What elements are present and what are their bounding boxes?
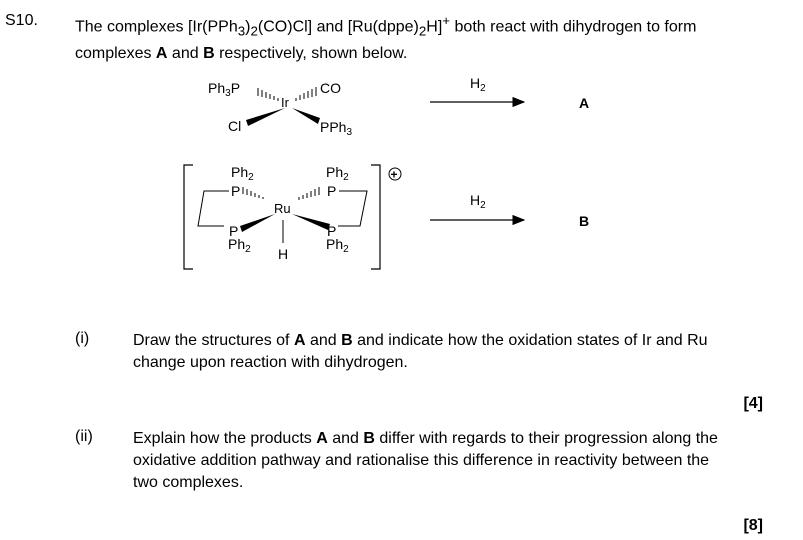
ir-hashed-bond-left bbox=[258, 88, 278, 101]
ir-complex bbox=[208, 80, 352, 138]
ir-hashed-bond-right bbox=[296, 87, 316, 101]
reagent-h2-2: $H_2$ bbox=[470, 192, 486, 211]
product-b-label: B bbox=[579, 213, 590, 229]
ir-metal: Ir bbox=[281, 95, 289, 110]
ru-metal: Ru bbox=[274, 201, 291, 216]
ir-wedge-bond-right bbox=[292, 108, 320, 124]
ru-wedge-bond-left bbox=[240, 214, 275, 232]
part-i-marks: [4] bbox=[743, 395, 763, 412]
p-bottom-left: P bbox=[229, 223, 239, 239]
part-ii-label: (ii) bbox=[75, 428, 93, 445]
ru-hashed-bond-left bbox=[243, 187, 263, 199]
ir-ligand-ph3p: $Ph_3P$ bbox=[208, 80, 241, 99]
reagent-h2-1: $H_2$ bbox=[470, 75, 486, 94]
p-top-right: P bbox=[327, 183, 337, 199]
ir-ligand-co: CO bbox=[320, 80, 341, 96]
part-i-label: (i) bbox=[75, 330, 90, 347]
hydride-h: H bbox=[278, 246, 289, 262]
part-ii-marks: [8] bbox=[743, 517, 763, 534]
part-ii-text: Explain how the products A and B differ with regards to their progression along the oxidative addition pathway and rationalise this difference in reactivity between the two complexes. bbox=[133, 430, 718, 491]
intro-line-2: complexes A and B respectively, shown below. bbox=[75, 44, 408, 62]
right-bracket bbox=[371, 165, 380, 269]
ph2-top-left: $Ph_2$ bbox=[231, 164, 254, 183]
ph2-bottom-right: $Ph_2$ bbox=[326, 236, 349, 255]
ir-ligand-cl: Cl bbox=[228, 118, 242, 134]
ru-wedge-bond-right bbox=[292, 214, 330, 230]
question-number: S10. bbox=[5, 12, 38, 29]
product-a-label: A bbox=[579, 95, 590, 111]
ru-hashed-bond-right bbox=[299, 187, 319, 200]
part-i-text: Draw the structures of A and B and indicate how the oxidation states of Ir and Ru change upon reaction with dihydrogen. bbox=[133, 332, 708, 371]
left-bracket bbox=[184, 165, 193, 269]
p-top-left: P bbox=[231, 183, 241, 199]
intro-line-1: The complexes $[Ir(PPh_3)_2(CO)Cl]$ and $[Ru(dppe)_2H]^+$ both react with dihydrogen to form bbox=[75, 13, 697, 39]
ph2-bottom-left: $Ph_2$ bbox=[228, 236, 251, 255]
ru-complex bbox=[184, 164, 401, 269]
dppe-backbone-right bbox=[338, 191, 367, 226]
dppe-backbone-left bbox=[198, 191, 229, 226]
charge-plus: + bbox=[390, 167, 398, 182]
ph2-top-right: $Ph_2$ bbox=[326, 164, 349, 183]
ir-wedge-bond-left bbox=[246, 108, 285, 126]
p-bottom-right: P bbox=[327, 223, 337, 239]
ir-ligand-pph3: PPh$_3$ bbox=[320, 119, 353, 138]
